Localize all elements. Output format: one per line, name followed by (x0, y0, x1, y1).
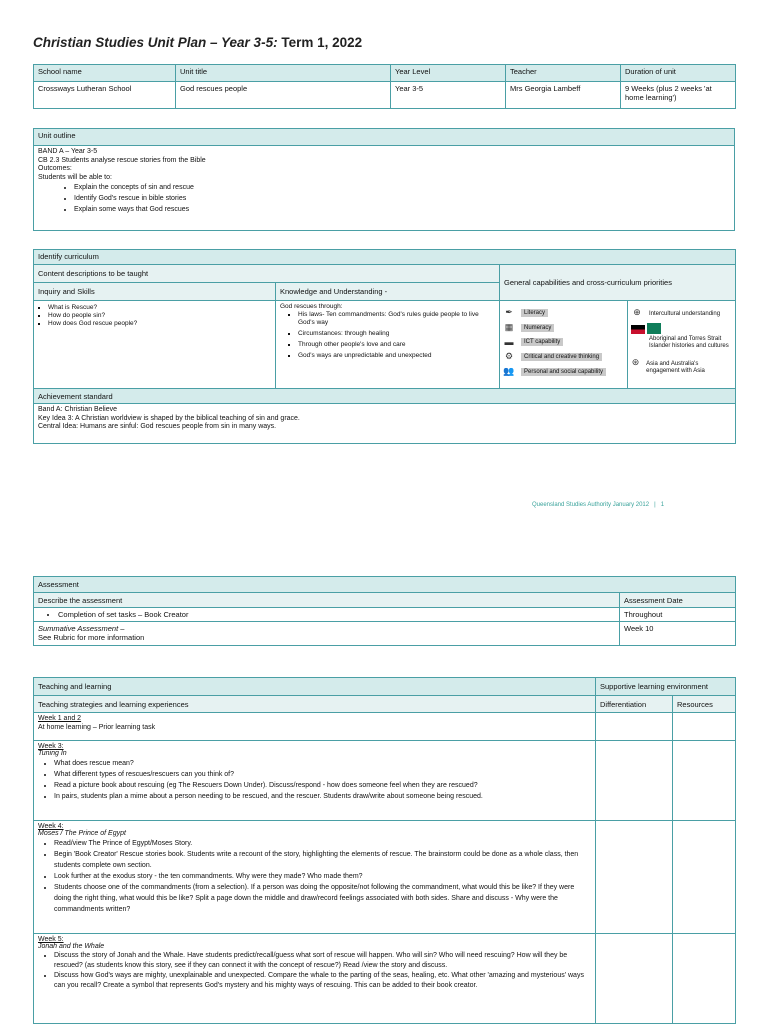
content-header: Content descriptions to be taught (34, 265, 500, 283)
capability-label: Intercultural understanding (649, 311, 721, 317)
code-text: CB 2.3 Students analyse rescue stories from the Bible (38, 156, 206, 164)
inquiry-item: ▪ How do people sin? (48, 312, 271, 320)
summative-text: See Rubric for more information (38, 633, 145, 642)
unit-title-header: Unit title (176, 65, 391, 82)
assessment-item: • Completion of set tasks – Book Creator (58, 610, 615, 619)
teacher-header: Teacher (506, 65, 621, 82)
page-title: Christian Studies Unit Plan – Year 3-5: Term 1, 2022 (33, 35, 363, 50)
achievement-line: Central Idea: Humans are sinful: God rescues people from sin in many ways. (38, 423, 277, 430)
capability-label: Personal and social capability (521, 368, 606, 376)
week-title: Week 5: (38, 936, 64, 943)
differentiation-header: Differentiation (596, 696, 673, 713)
week-item: • What different types of rescues/rescuers can you think of? (54, 769, 591, 780)
differentiation-cell (596, 934, 673, 1024)
achievement-line: Key Idea 3: A Christian worldview is shaped by the biblical teaching of sin and grace. (38, 414, 300, 422)
week-subtitle: Tuning In (38, 750, 67, 757)
outline-item: • Explain the concepts of sin and rescue (74, 183, 730, 192)
strategies-header: Teaching strategies and learning experiences (34, 696, 596, 713)
week-item: • In pairs, students plan a mime about a person needing to be rescued, and the rescuer. Students draw/write about someone being rescued. (54, 791, 591, 802)
inquiry-item: ▪ What is Rescue? (48, 304, 271, 312)
duration-header: Duration of unit (621, 65, 736, 82)
unit-outline-table (33, 128, 735, 231)
capability-label: Aboriginal and Torres Strait Islander histories and cultures (649, 335, 729, 349)
achievement-body (34, 404, 736, 444)
unit-title-value: God rescues people (176, 82, 391, 109)
differentiation-cell (596, 713, 673, 741)
globe-icon: ⊕ (633, 307, 641, 317)
general-header: General capabilities and cross-curriculum priorities (500, 265, 736, 301)
assessment-row-2 (34, 622, 620, 646)
capabilities-right (628, 301, 736, 389)
capability-label: Asia and Australia's engagement with Asia (646, 360, 705, 374)
knowledge-cell (276, 301, 500, 389)
unit-outline-body (34, 146, 735, 231)
knowledge-item: ▪ Through other people's love and care (298, 341, 495, 349)
info-table (33, 64, 736, 109)
knowledge-item: ▪ Circumstances: through healing (298, 330, 495, 338)
capability-label: ICT capability (521, 338, 563, 346)
assessment-row-1-date: Throughout (620, 608, 736, 622)
knowledge-intro: God rescues through: (280, 303, 343, 310)
support-header: Supportive learning environment (596, 678, 736, 696)
week-subtitle: Jonah and the Whale (38, 943, 105, 950)
achievement-line: Band A: Christian Believe (38, 406, 117, 413)
resources-cell (673, 821, 736, 934)
knowledge-item: ▪ His laws- Ten commandments: God's rules guide people to live God's way (298, 311, 495, 327)
asia-icon: ⊛ (631, 356, 640, 367)
outline-item: • Identify God's rescue in bible stories (74, 194, 730, 203)
people-icon: 👥 (503, 366, 515, 376)
outline-item: • Explain some ways that God rescues (74, 205, 730, 214)
week-item: • Begin 'Book Creator' Rescue stories book. Students write a recount of the story, highlighting the elements of rescue. The brainstorm could be done as a whole class, then students complete own section. (54, 849, 591, 871)
knowledge-header: Knowledge and Understanding - (276, 283, 500, 301)
curriculum-header: Identify curriculum (34, 250, 736, 265)
page-footer: Queensland Studies Authority January 2012 | 1 (532, 502, 665, 508)
inquiry-item: ▪ How does God rescue people? (48, 320, 271, 328)
outcomes-text: Outcomes: (38, 165, 72, 172)
capability-label: Literacy (521, 309, 548, 317)
differentiation-cell (596, 741, 673, 821)
resources-cell (673, 934, 736, 1024)
gears-icon: ⚙ (504, 351, 514, 361)
band-text: BAND A – Year 3-5 (38, 148, 98, 155)
week-subtitle: Moses / The Prince of Egypt (38, 830, 126, 837)
date-header: Assessment Date (620, 593, 736, 608)
week-title: Week 3: (38, 743, 64, 750)
week-5-cell (34, 934, 596, 1024)
week-title: Week 1 and 2 (38, 715, 82, 722)
inquiry-header: Inquiry and Skills (34, 283, 276, 301)
unit-outline-header: Unit outline (34, 129, 735, 146)
able-text: Students will be able to: (38, 173, 112, 181)
achievement-header: Achievement standard (34, 389, 736, 404)
week-item: • Discuss how God's ways are mighty, unexplainable and unexpected. Compare the whale to the parting of the seas, healing, etc. What other 'amazing and mysterious' ways can you recall? Create a symbol that represents God's mystery and his mighty ways of rescuing. This can be added to their book creator. (54, 971, 591, 991)
school-name-value: Crossways Lutheran School (34, 82, 176, 109)
teaching-table (33, 677, 736, 1024)
duration-value: 9 Weeks (plus 2 weeks 'at home learning') (621, 82, 736, 109)
assessment-row-1 (34, 608, 620, 622)
flags-icon (631, 323, 732, 336)
year-level-header: Year Level (391, 65, 506, 82)
teacher-value: Mrs Georgia Lambeff (506, 82, 621, 109)
assessment-header: Assessment (34, 577, 736, 593)
week-text: At home learning – Prior learning task (38, 724, 156, 731)
curriculum-table (33, 249, 736, 444)
summative-title: Summative Assessment – (38, 624, 125, 633)
week-item: • Read/view The Prince of Egypt/Moses Story. (54, 838, 591, 849)
week-item: • What does rescue mean? (54, 758, 591, 769)
resources-cell (673, 713, 736, 741)
week-item: • Read a picture book about rescuing (eg The Rescuers Down Under). Discuss/respond - how does someone feel when they are rescued? (54, 780, 591, 791)
week-1-2-cell (34, 713, 596, 741)
week-item: • Look further at the exodus story - the ten commandments. Why were they made? Who made them? (54, 871, 591, 882)
year-level-value: Year 3-5 (391, 82, 506, 109)
inquiry-cell (34, 301, 276, 389)
pen-icon: ✒ (505, 307, 513, 317)
resources-cell (673, 741, 736, 821)
assessment-table (33, 576, 736, 646)
computer-icon: ▬ (504, 337, 514, 347)
differentiation-cell (596, 821, 673, 934)
knowledge-item: ▪ God's ways are unpredictable and unexpected (298, 352, 495, 360)
assessment-row-2-date: Week 10 (620, 622, 736, 646)
calculator-icon: ▦ (504, 322, 514, 332)
week-item: • Discuss the story of Jonah and the Whale. Have students predict/recall/guess what sort of rescue will happen. Who will sin? Who will need rescuing? How will they be rescued? (as students know this story, see if they can connect it with the concept of rescue?) Read /view the story and discuss. (54, 951, 591, 971)
capability-label: Numeracy (521, 324, 554, 332)
week-title: Week 4: (38, 823, 64, 830)
resources-header: Resources (673, 696, 736, 713)
capabilities-left (500, 301, 628, 389)
week-item: • Students choose one of the commandments (from a selection). If a person was doing the opposite/not following the commandment, what would this be like? If they were doing the right thing, what would this be like? Split a page down the middle and draw/record feelings associated with both sides. Share and discuss - Why were the commandments written? (54, 882, 591, 915)
week-3-cell (34, 741, 596, 821)
week-4-cell (34, 821, 596, 934)
capability-label: Critical and creative thinking (521, 353, 602, 361)
describe-header: Describe the assessment (34, 593, 620, 608)
school-name-header: School name (34, 65, 176, 82)
teaching-header: Teaching and learning (34, 678, 596, 696)
